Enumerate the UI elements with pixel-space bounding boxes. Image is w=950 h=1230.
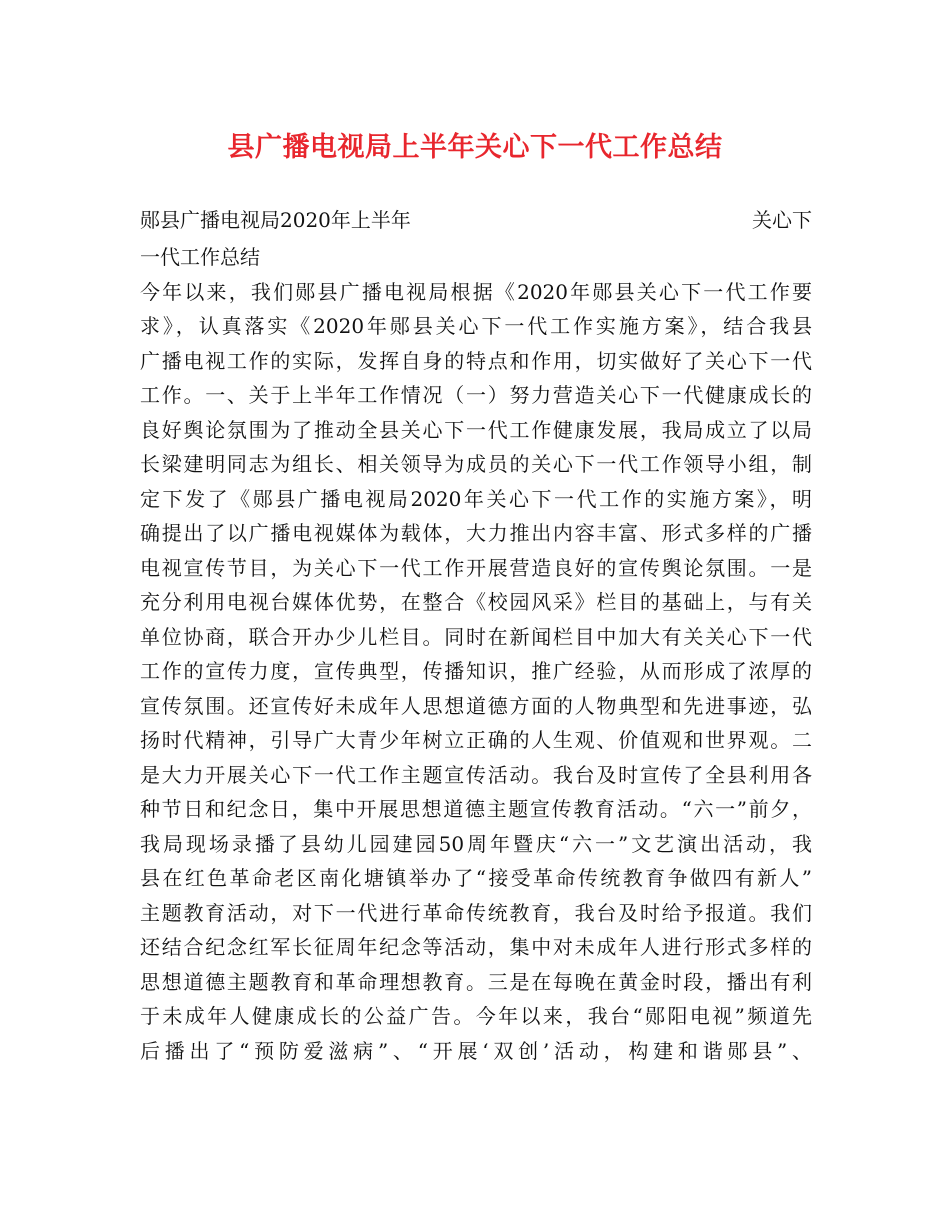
body-line: 于未成年人健康成长的公益广告。今年以来，我台“郧阳电视”频道先	[140, 1004, 812, 1028]
body-line: 工作的宣传力度，宣传典型，传播知识，推广经验，从而形成了浓厚的	[140, 659, 812, 683]
body-line: 思想道德主题教育和革命理想教育。三是在每晚在黄金时段，播出有利	[140, 969, 812, 994]
body-line: 确提出了以广播电视媒体为载体，大力推出内容丰富、形式多样的广播	[140, 521, 812, 545]
document-title: 县广播电视局上半年关心下一代工作总结	[227, 132, 723, 163]
document-header-right: 关心下	[752, 208, 812, 232]
body-line: 种节日和纪念日，集中开展思想道德主题宣传教育活动。“六一”前夕，	[140, 797, 812, 821]
body-line: 宣传氛围。还宣传好未成年人思想道德方面的人物典型和先进事迹，弘	[140, 693, 812, 718]
body-line: 一代工作总结	[140, 245, 260, 269]
body-line: 扬时代精神，引导广大青少年树立正确的人生观、价值观和世界观。二	[140, 728, 812, 752]
body-line: 电视宣传节目，为关心下一代工作开展营造良好的宣传舆论氛围。一是	[140, 555, 812, 580]
body-line: 良好舆论氛围为了推动全县关心下一代工作健康发展，我局成立了以局	[140, 417, 812, 442]
body-line: 今年以来，我们郧县广播电视局根据《2020年郧县关心下一代工作要	[140, 279, 812, 304]
body-line: 工作。一、关于上半年工作情况（一）努力营造关心下一代健康成长的	[140, 383, 812, 407]
body-line: 广播电视工作的实际，发挥自身的特点和作用，切实做好了关心下一代	[140, 348, 812, 373]
body-line: 求》，认真落实《2020年郧县关心下一代工作实施方案》，结合我县	[140, 314, 812, 338]
body-line: 我局现场录播了县幼儿园建园50周年暨庆“六一”文艺演出活动，我	[140, 831, 812, 856]
body-line: 县在红色革命老区南化塘镇举办了“接受革命传统教育争做四有新人”	[140, 866, 812, 890]
document-header-row	[140, 203, 812, 237]
body-line: 定下发了《郧县广播电视局2020年关心下一代工作的实施方案》，明	[140, 486, 812, 511]
body-line: 长梁建明同志为组长、相关领导为成员的关心下一代工作领导小组，制	[140, 452, 812, 476]
document-header-left: 郧县广播电视局2020年上半年	[140, 208, 411, 232]
document-body	[140, 240, 812, 1068]
body-line: 是大力开展关心下一代工作主题宣传活动。我台及时宣传了全县利用各	[140, 762, 812, 787]
body-line: 单位协商，联合开办少儿栏目。同时在新闻栏目中加大有关关心下一代	[140, 624, 812, 649]
body-line: 后播出了“预防爱滋病”、“开展‘双创’活动，构建和谐郧县”、	[140, 1038, 812, 1063]
body-line: 充分利用电视台媒体优势，在整合《校园风采》栏目的基础上，与有关	[140, 590, 812, 614]
body-line: 还结合纪念红军长征周年纪念等活动，集中对未成年人进行形式多样的	[140, 935, 812, 959]
body-line: 主题教育活动，对下一代进行革命传统教育，我台及时给予报道。我们	[140, 900, 812, 925]
